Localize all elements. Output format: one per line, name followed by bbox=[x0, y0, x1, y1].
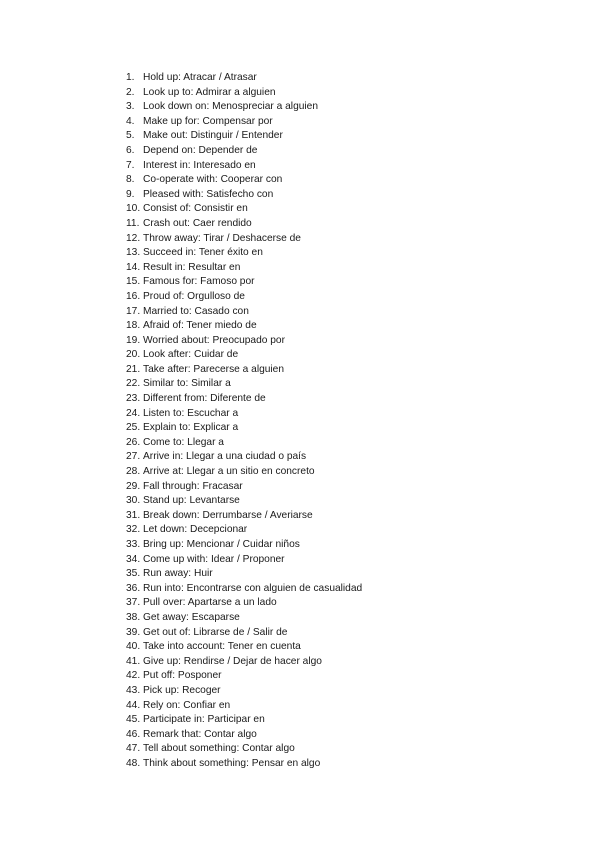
item-number: 39. bbox=[126, 626, 141, 638]
list-item bbox=[126, 509, 362, 524]
item-text: Bring up: Mencionar / Cuidar niños bbox=[143, 539, 300, 550]
item-text: Married to: Casado con bbox=[143, 305, 249, 317]
item-number: 26. bbox=[126, 436, 141, 448]
item-number: 40. bbox=[126, 641, 141, 653]
list-item bbox=[126, 305, 362, 320]
list-item bbox=[126, 232, 362, 247]
item-text: Run away: Huir bbox=[143, 568, 213, 580]
item-number: 45. bbox=[126, 714, 141, 726]
item-number: 14. bbox=[126, 261, 141, 273]
item-number: 29. bbox=[126, 480, 141, 492]
item-number: 27. bbox=[126, 451, 141, 463]
list-item bbox=[126, 669, 362, 684]
list-item bbox=[126, 115, 362, 130]
item-number: 2. bbox=[126, 86, 135, 98]
list-item bbox=[126, 261, 362, 276]
item-text: Succeed in: Tener éxito en bbox=[143, 247, 263, 259]
list-item bbox=[126, 363, 362, 378]
list-item bbox=[126, 494, 362, 509]
item-text: Afraid of: Tener miedo de bbox=[143, 320, 257, 332]
item-number: 19. bbox=[126, 334, 141, 346]
item-number: 44. bbox=[126, 699, 141, 711]
list-item bbox=[126, 450, 362, 465]
item-number: 10. bbox=[126, 203, 141, 215]
item-number: 43. bbox=[126, 684, 141, 696]
item-text: Get away: Escaparse bbox=[143, 611, 240, 623]
item-number: 17. bbox=[126, 305, 141, 317]
item-text: Come up with: Idear / Proponer bbox=[143, 553, 285, 565]
item-number: 42. bbox=[126, 670, 141, 682]
item-text: Look after: Cuidar de bbox=[143, 349, 239, 361]
list-item bbox=[126, 290, 362, 305]
list-item bbox=[126, 202, 362, 217]
item-text: Listen to: Escuchar a bbox=[143, 407, 239, 419]
item-text: Explain to: Explicar a bbox=[143, 422, 239, 434]
list-item bbox=[126, 392, 362, 407]
list-item bbox=[126, 421, 362, 436]
list-item bbox=[126, 129, 362, 144]
item-number: 33. bbox=[126, 539, 141, 550]
item-number: 6. bbox=[126, 144, 135, 156]
item-number: 37. bbox=[126, 597, 141, 609]
item-text: Let down: Decepcionar bbox=[143, 524, 248, 536]
item-text: Pleased with: Satisfecho con bbox=[143, 188, 274, 200]
item-text: Famous for: Famoso por bbox=[143, 276, 255, 288]
item-number: 23. bbox=[126, 393, 141, 405]
list-item bbox=[126, 217, 362, 232]
item-text: Arrive in: Llegar a una ciudad o país bbox=[143, 451, 307, 463]
item-text: Run into: Encontrarse con alguien de casualidad bbox=[143, 582, 363, 594]
item-number: 47. bbox=[126, 743, 141, 755]
list-item bbox=[126, 319, 362, 334]
item-number: 9. bbox=[126, 188, 135, 200]
list-item bbox=[126, 684, 362, 699]
item-number: 15. bbox=[126, 276, 141, 288]
list-item bbox=[126, 640, 362, 655]
item-number: 32. bbox=[126, 524, 141, 536]
item-number: 5. bbox=[126, 130, 135, 142]
item-number: 20. bbox=[126, 349, 141, 361]
item-text: Depend on: Depender de bbox=[143, 144, 258, 156]
phrasal-verb-list bbox=[126, 71, 362, 772]
item-text: Tell about something: Contar algo bbox=[143, 743, 295, 755]
item-number: 18. bbox=[126, 320, 141, 332]
item-text: Think about something: Pensar en algo bbox=[143, 757, 321, 769]
item-number: 24. bbox=[126, 407, 141, 419]
list-item bbox=[126, 348, 362, 363]
item-text: Worried about: Preocupado por bbox=[143, 334, 285, 346]
item-number: 21. bbox=[126, 363, 141, 375]
item-number: 48. bbox=[126, 757, 141, 769]
list-item bbox=[126, 596, 362, 611]
list-item bbox=[126, 582, 362, 597]
item-number: 12. bbox=[126, 232, 141, 244]
item-number: 8. bbox=[126, 174, 135, 186]
list-item bbox=[126, 523, 362, 538]
item-text: Take after: Parecerse a alguien bbox=[143, 363, 285, 375]
list-item bbox=[126, 742, 362, 757]
list-item bbox=[126, 713, 362, 728]
item-text: Throw away: Tirar / Deshacerse de bbox=[143, 232, 301, 244]
item-number: 7. bbox=[126, 159, 135, 171]
item-number: 38. bbox=[126, 611, 141, 623]
item-text: Remark that: Contar algo bbox=[143, 728, 257, 740]
item-text: Look up to: Admirar a alguien bbox=[143, 86, 276, 98]
item-number: 28. bbox=[126, 466, 141, 478]
item-number: 4. bbox=[126, 115, 135, 127]
list-item bbox=[126, 728, 362, 743]
item-text: Fall through: Fracasar bbox=[143, 480, 243, 492]
item-number: 1. bbox=[126, 72, 135, 83]
item-text: Take into account: Tener en cuenta bbox=[143, 641, 301, 653]
item-number: 13. bbox=[126, 247, 141, 259]
list-item bbox=[126, 567, 362, 582]
item-number: 41. bbox=[126, 655, 141, 667]
item-text: Different from: Diferente de bbox=[143, 393, 266, 405]
item-text: Proud of: Orgulloso de bbox=[143, 290, 245, 302]
item-number: 11. bbox=[126, 217, 140, 229]
item-text: Make out: Distinguir / Entender bbox=[143, 130, 283, 142]
item-text: Stand up: Levantarse bbox=[143, 495, 240, 507]
list-item bbox=[126, 553, 362, 568]
list-item bbox=[126, 699, 362, 714]
item-text: Interest in: Interesado en bbox=[143, 159, 256, 171]
item-number: 16. bbox=[126, 290, 141, 302]
item-number: 36. bbox=[126, 582, 141, 594]
item-text: Arrive at: Llegar a un sitio en concreto bbox=[143, 466, 315, 478]
item-text: Come to: Llegar a bbox=[143, 436, 224, 448]
item-text: Consist of: Consistir en bbox=[143, 203, 248, 215]
item-text: Get out of: Librarse de / Salir de bbox=[143, 626, 288, 638]
list-item bbox=[126, 334, 362, 349]
item-text: Result in: Resultar en bbox=[143, 261, 241, 273]
list-item bbox=[126, 436, 362, 451]
list-item bbox=[126, 757, 362, 772]
list-item bbox=[126, 626, 362, 641]
list-item bbox=[126, 377, 362, 392]
item-text: Pull over: Apartarse a un lado bbox=[143, 597, 277, 609]
list-item bbox=[126, 144, 362, 159]
list-item bbox=[126, 275, 362, 290]
item-text: Similar to: Similar a bbox=[143, 378, 231, 390]
list-item bbox=[126, 480, 362, 495]
item-number: 34. bbox=[126, 553, 141, 565]
list-item bbox=[126, 86, 362, 101]
item-number: 46. bbox=[126, 728, 141, 740]
list-item bbox=[126, 100, 362, 115]
list-item bbox=[126, 173, 362, 188]
list-item bbox=[126, 246, 362, 261]
item-text: Look down on: Menospreciar a alguien bbox=[143, 101, 318, 113]
list-item bbox=[126, 188, 362, 203]
item-number: 25. bbox=[126, 422, 141, 434]
item-text: Put off: Posponer bbox=[143, 670, 222, 682]
item-number: 3. bbox=[126, 101, 135, 113]
item-text: Crash out: Caer rendido bbox=[143, 217, 252, 229]
list-item bbox=[126, 655, 362, 670]
item-text: Rely on: Confiar en bbox=[143, 699, 231, 711]
item-number: 31. bbox=[126, 509, 141, 521]
item-text: Hold up: Atracar / Atrasar bbox=[143, 72, 257, 83]
list-item bbox=[126, 159, 362, 174]
item-text: Give up: Rendirse / Dejar de hacer algo bbox=[143, 655, 322, 667]
list-item bbox=[126, 611, 362, 626]
item-number: 35. bbox=[126, 568, 141, 580]
item-number: 30. bbox=[126, 495, 141, 507]
list-item bbox=[126, 538, 362, 553]
item-text: Make up for: Compensar por bbox=[143, 115, 273, 127]
item-number: 22. bbox=[126, 378, 141, 390]
item-text: Pick up: Recoger bbox=[143, 684, 221, 696]
list-item bbox=[126, 71, 362, 86]
item-text: Break down: Derrumbarse / Averiarse bbox=[143, 509, 313, 521]
list-item bbox=[126, 407, 362, 422]
item-text: Participate in: Participar en bbox=[143, 714, 265, 726]
list-item bbox=[126, 465, 362, 480]
item-text: Co-operate with: Cooperar con bbox=[143, 174, 283, 186]
